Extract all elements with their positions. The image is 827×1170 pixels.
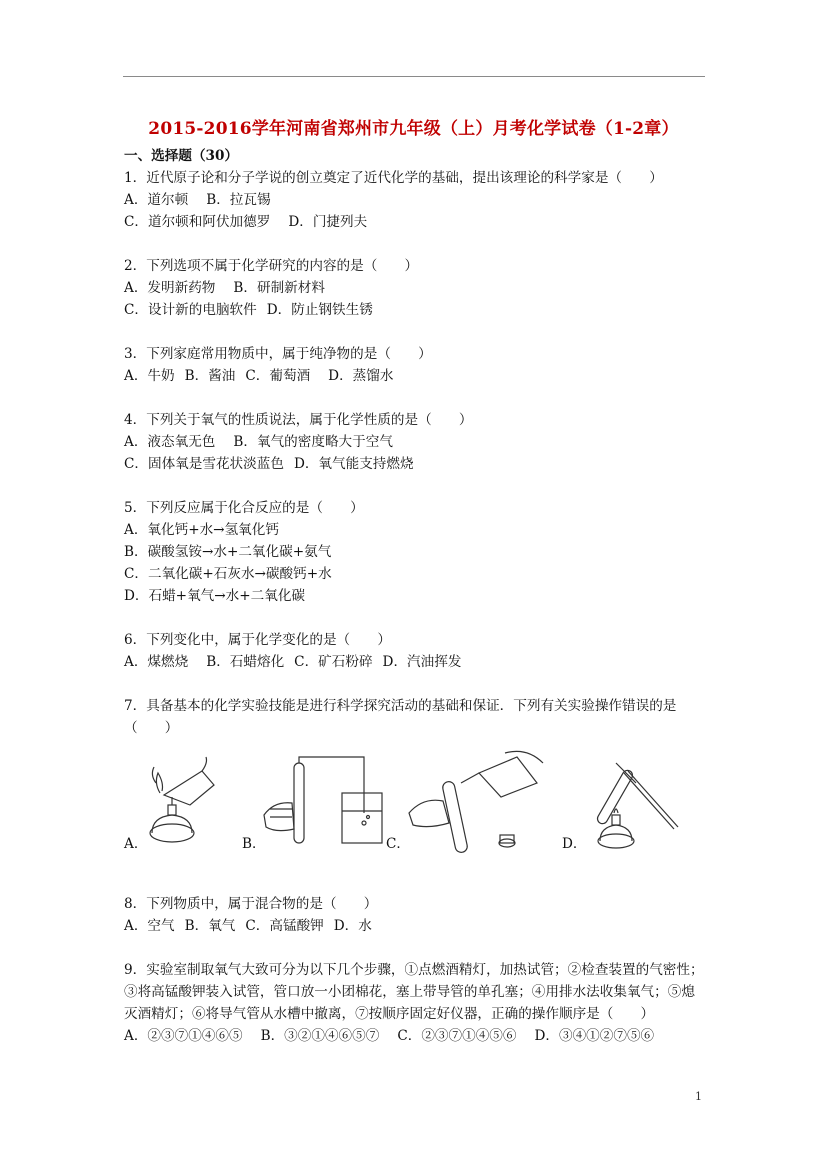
figure-b-airtightness-check	[264, 753, 379, 849]
question-stem: 7．具备基本的化学实验技能是进行科学探究活动的基础和保证．下列有关实验操作错误的是（ ）	[124, 698, 677, 736]
option-b: B．碳酸氢铵→水+二氧化碳+氨气	[124, 544, 332, 560]
options-line	[124, 299, 704, 321]
options-line	[124, 189, 704, 211]
question-stem: 2．下列选项不属于化学研究的内容的是（ ）	[124, 258, 419, 274]
option-a: A．②③⑦①④⑥⑤	[124, 1028, 243, 1044]
option-a: A．氧化钙+水→氢氧化钙	[124, 522, 279, 538]
section-heading: 一、选择题（30）	[124, 148, 239, 164]
options-line	[124, 211, 704, 233]
option-c: C．二氧化碳+石灰水→碳酸钙+水	[124, 566, 332, 582]
question-1	[124, 167, 704, 233]
option-d: D．石蜡+氧气→水+二氧化碳	[124, 588, 306, 604]
option-a: A．道尔顿	[124, 192, 189, 208]
option-b: B．③②①④⑥⑤⑦	[260, 1028, 380, 1044]
option-d: D．蒸馏水	[328, 368, 394, 384]
question-2	[124, 255, 704, 321]
option-c: C．高锰酸钾	[245, 918, 324, 934]
exam-content	[124, 145, 704, 1047]
option-a: A．发明新药物	[124, 280, 216, 296]
options-line	[124, 453, 704, 475]
option-d: D．③④①②⑦⑤⑥	[534, 1028, 655, 1044]
question-5	[124, 497, 704, 607]
option-c: C．道尔顿和阿伏加德罗	[124, 214, 271, 230]
option-b: B．研制新材料	[233, 280, 325, 296]
question-stem: 1．近代原子论和分子学说的创立奠定了近代化学的基础，提出该理论的科学家是（ ）	[124, 170, 663, 186]
page-title: 2015-2016学年河南省郑州市九年级（上）月考化学试卷（1-2章）	[148, 119, 679, 139]
option-d: D．防止钢铁生锈	[266, 302, 373, 318]
options-line	[124, 915, 704, 937]
apparatus-figures	[124, 753, 704, 871]
option-a: A．空气	[124, 918, 175, 934]
options-line	[124, 277, 704, 299]
question-7	[124, 695, 704, 871]
figure-c-pouring-liquid	[409, 753, 549, 863]
options-line	[124, 431, 704, 453]
option-d: D．汽油挥发	[382, 654, 462, 670]
question-3	[124, 343, 704, 387]
option-a: A．煤燃烧	[124, 654, 189, 670]
figure-label-a: A．	[124, 836, 148, 852]
option-d: D．氧气能支持燃烧	[293, 456, 414, 472]
option-a: A．牛奶	[124, 368, 175, 384]
option-c: C．葡萄酒	[245, 368, 311, 384]
option-a: A．液态氧无色	[124, 434, 216, 450]
option-b: B．氧气	[184, 918, 236, 934]
question-stem: 8．下列物质中，属于混合物的是（ ）	[124, 896, 378, 912]
option-b: B．氧气的密度略大于空气	[233, 434, 393, 450]
question-4	[124, 409, 704, 475]
option-d: D．门捷列夫	[288, 214, 368, 230]
question-stem: 4．下列关于氧气的性质说法，属于化学性质的是（ ）	[124, 412, 473, 428]
question-stem: 3．下列家庭常用物质中，属于纯净物的是（ ）	[124, 346, 432, 362]
option-b: B．酱油	[184, 368, 236, 384]
question-6	[124, 629, 704, 673]
option-d: D．水	[333, 918, 372, 934]
figure-label-b: B．	[242, 836, 266, 852]
options-line	[124, 1025, 704, 1047]
header-rule	[123, 76, 705, 77]
question-stem: 5．下列反应属于化合反应的是（ ）	[124, 500, 364, 516]
option-c: C．设计新的电脑软件	[124, 302, 257, 318]
options-line	[124, 651, 704, 673]
figure-d-heating-test-tube	[586, 753, 681, 853]
question-stem: 9．实验室制取氧气大致可分为以下几个步骤，①点燃酒精灯，加热试管；②检查装置的气密性；③将高锰酸钾装入试管，管口放一小团棉花，塞上带导管的单孔塞；④用排水法收集氧气；⑤熄灭酒精灯；⑥将导气管从水槽中撤离，⑦按顺序固定好仪器，正确的操作顺序是（ ）	[124, 962, 704, 1022]
option-b: B．拉瓦锡	[206, 192, 271, 208]
option-c: C．固体氧是雪花状淡蓝色	[124, 456, 284, 472]
page-number: 1	[695, 1090, 702, 1103]
option-c: C．矿石粉碎	[294, 654, 373, 670]
options-line	[124, 365, 704, 387]
option-c: C．②③⑦①④⑤⑥	[397, 1028, 517, 1044]
figure-a-alcohol-lamps	[142, 753, 222, 849]
figure-label-c: C．	[386, 836, 410, 852]
question-9	[124, 959, 704, 1047]
question-8	[124, 893, 704, 937]
question-stem: 6．下列变化中，属于化学变化的是（ ）	[124, 632, 391, 648]
figure-label-d: D．	[562, 836, 587, 852]
option-b: B．石蜡熔化	[206, 654, 285, 670]
